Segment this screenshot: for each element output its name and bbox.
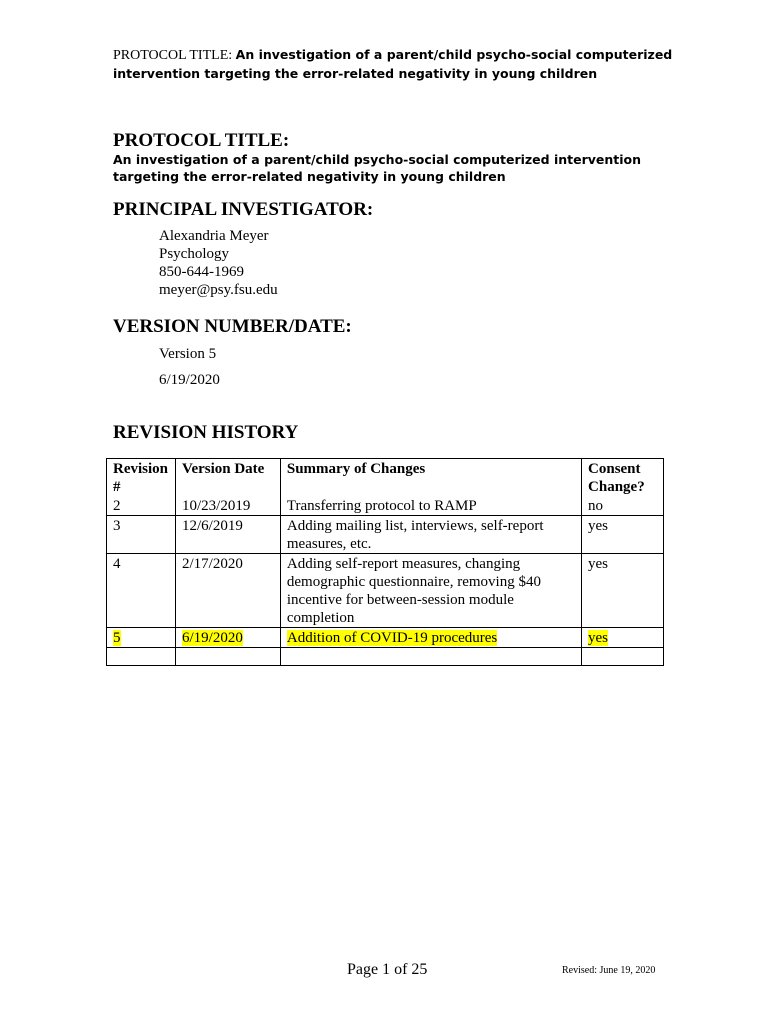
revision-number: 3 <box>113 518 121 534</box>
table-row-highlighted <box>107 628 664 648</box>
column-header-consent: Consent Change? <box>582 459 664 497</box>
empty-cell <box>175 648 280 666</box>
empty-table-row <box>107 648 664 666</box>
revision-summary: Addition of COVID-19 procedures <box>286 630 498 646</box>
investigator-email: meyer@psy.fsu.edu <box>159 282 278 298</box>
revision-history-heading: REVISION HISTORY <box>113 422 299 443</box>
empty-cell <box>582 648 664 666</box>
version-heading: VERSION NUMBER/DATE: <box>113 316 352 337</box>
investigator-heading: PRINCIPAL INVESTIGATOR: <box>113 199 374 220</box>
revision-history-table <box>106 458 664 666</box>
column-header-summary: Summary of Changes <box>280 459 581 497</box>
version-number: Version 5 <box>159 346 217 362</box>
revision-consent: yes <box>588 518 609 534</box>
revision-number: 4 <box>113 556 121 572</box>
empty-cell <box>280 648 581 666</box>
empty-cell <box>107 648 176 666</box>
revision-date: 12/6/2019 <box>181 518 243 534</box>
revision-consent: no <box>588 498 604 514</box>
running-header-title: An investigation of a parent/child psycho-social computerized intervention targeting the error-related negativity in young children <box>113 47 673 81</box>
investigator-phone: 850-644-1969 <box>159 264 244 280</box>
version-date: 6/19/2020 <box>159 372 220 388</box>
investigator-name: Alexandria Meyer <box>159 228 269 244</box>
table-row <box>107 516 664 554</box>
revision-summary: Adding self-report measures, changing demographic questionnaire, removing $40 incentive for between-session module completion <box>286 556 541 626</box>
revision-number: 5 <box>113 630 121 646</box>
revision-date: 6/19/2020 <box>181 630 243 646</box>
revised-date: Revised: June 19, 2020 <box>562 965 656 976</box>
running-header <box>113 46 673 84</box>
revision-consent: yes <box>588 556 609 572</box>
table-header-row <box>107 459 664 497</box>
revision-date: 10/23/2019 <box>181 498 251 514</box>
table-row <box>107 496 664 516</box>
investigator-department: Psychology <box>159 246 230 262</box>
column-header-version-date: Version Date <box>175 459 280 497</box>
revision-consent: yes <box>588 630 609 646</box>
protocol-title-heading: PROTOCOL TITLE: <box>113 130 290 151</box>
revision-summary: Adding mailing list, interviews, self-report measures, etc. <box>286 518 544 552</box>
revision-number: 2 <box>113 498 121 514</box>
revision-summary: Transferring protocol to RAMP <box>286 498 477 514</box>
column-header-revision: Revision # <box>107 459 176 497</box>
table-row <box>107 554 664 628</box>
page-number: Page 1 of 25 <box>347 961 428 978</box>
protocol-title-text: An investigation of a parent/child psycho-social computerized intervention targeting the error-related negativity in young children <box>113 152 642 184</box>
revision-date: 2/17/2020 <box>181 556 243 572</box>
running-header-prefix: PROTOCOL TITLE: <box>113 48 236 63</box>
